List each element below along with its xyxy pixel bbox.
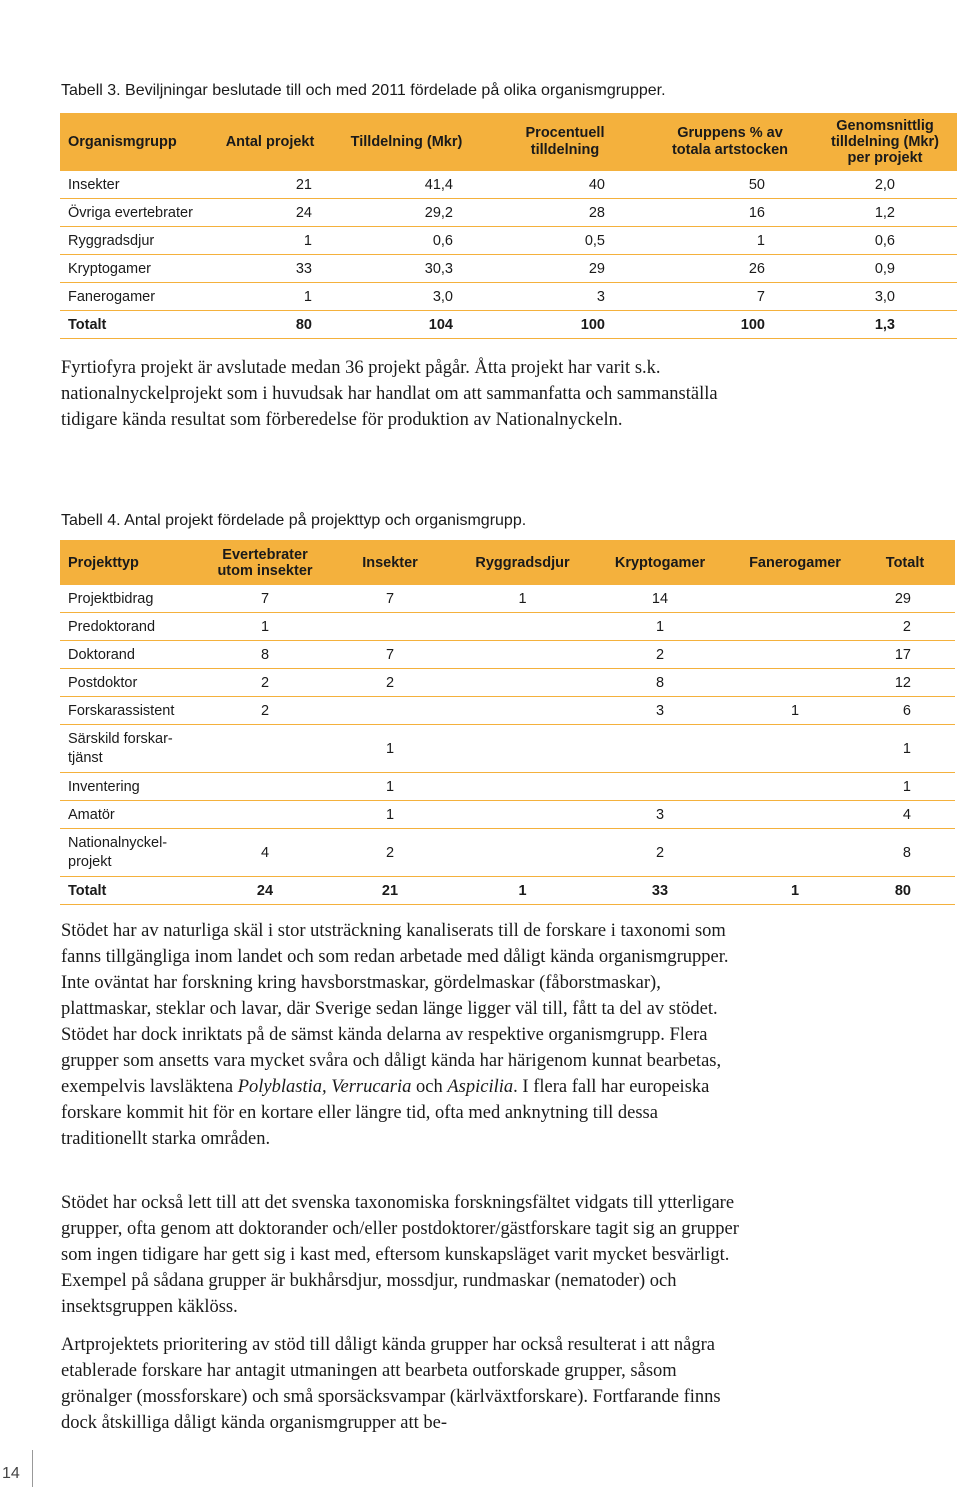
table4-cell [460, 669, 585, 697]
table4-cell: Amatör [60, 801, 210, 829]
table4-cell: 14 [585, 585, 735, 613]
table3-header-row [60, 113, 957, 171]
page-margin-rule [32, 1450, 33, 1487]
table3-cell: 24 [210, 199, 330, 227]
paragraph-2-text: . I flera fall har europeiska forskare kommit hit för en kortare eller längre tid, ofta med anknytning till dessa traditionellt starka områden. [61, 1077, 710, 1149]
table4-cell: 1 [735, 697, 855, 725]
table4-cell: 12 [855, 669, 955, 697]
table3-cell: 3,0 [813, 283, 957, 311]
table3-cell: 2,0 [813, 171, 957, 199]
table3-cell: 0,9 [813, 255, 957, 283]
table4-row [60, 613, 955, 641]
table3-header-cell: Organismgrupp [60, 113, 210, 171]
table3-cell: 0,6 [330, 227, 483, 255]
table3-cell: Insekter [60, 171, 210, 199]
table3-cell: 16 [647, 199, 813, 227]
table3-header-cell: Procentuell tilldelning [483, 113, 647, 171]
table3-header-cell: Tilldelning (Mkr) [330, 113, 483, 171]
table4-cell [735, 669, 855, 697]
table3-row [60, 227, 957, 255]
table4-header-cell: Evertebrater utom insekter [210, 540, 320, 585]
table4-cell [585, 725, 735, 773]
table4-cell: 7 [320, 585, 460, 613]
table4-cell: Predoktorand [60, 613, 210, 641]
table3-cell: 29,2 [330, 199, 483, 227]
table3-cell: 1 [210, 283, 330, 311]
table3-cell: 3,0 [330, 283, 483, 311]
table4-cell: 2 [320, 669, 460, 697]
table4-row [60, 641, 955, 669]
table4-cell [460, 725, 585, 773]
table4-cell: 1 [460, 877, 585, 905]
table4-cell: 3 [585, 801, 735, 829]
table4-cell [735, 725, 855, 773]
table3-header-cell: Antal projekt [210, 113, 330, 171]
table3-cell: 41,4 [330, 171, 483, 199]
table3-cell: 29 [483, 255, 647, 283]
table3-caption: Tabell 3. Beviljningar beslutade till och med 2011 fördelade på olika organismgrupper. [61, 82, 666, 99]
table4-cell [210, 801, 320, 829]
table4-cell [585, 773, 735, 801]
table4-caption: Tabell 4. Antal projekt fördelade på projekttyp och organismgrupp. [61, 512, 527, 529]
table4-cell [735, 613, 855, 641]
table4-cell [210, 773, 320, 801]
table4-cell [735, 585, 855, 613]
table4-header-cell: Totalt [855, 540, 955, 585]
table4-row [60, 773, 955, 801]
table4-cell: 2 [855, 613, 955, 641]
table4-cell: Särskild forskar- tjänst [60, 725, 210, 773]
table4-cell: 2 [585, 641, 735, 669]
table4-cell: 24 [210, 877, 320, 905]
paragraph-2-italic-genera: Polyblastia, Verrucaria [237, 1077, 412, 1097]
table4-cell [320, 613, 460, 641]
table4-cell [460, 697, 585, 725]
table4-header-cell: Projekttyp [60, 540, 210, 585]
table3-cell: 26 [647, 255, 813, 283]
table4-row [60, 669, 955, 697]
table3-cell: 28 [483, 199, 647, 227]
table4-cell [460, 773, 585, 801]
table3-cell: 30,3 [330, 255, 483, 283]
table4-cell: 1 [460, 585, 585, 613]
table4-cell: Inventering [60, 773, 210, 801]
table4-cell: 1 [585, 613, 735, 641]
table3-cell: Fanerogamer [60, 283, 210, 311]
table4-row [60, 801, 955, 829]
table4-cell: 80 [855, 877, 955, 905]
table4-row [60, 829, 955, 877]
table4-header-row [60, 540, 955, 585]
table3-cell: 0,6 [813, 227, 957, 255]
paragraph-1: Fyrtiofyra projekt är avslutade medan 36 projekt pågår. Åtta projekt har varit s.k. nationalnyckelprojekt som i huvudsak har handlat om att sammanfatta och sammanställa tidigare kända resultat som förberedelse för produktion av Nationalnyckeln. [61, 358, 718, 430]
table3-cell: 33 [210, 255, 330, 283]
table4-row [60, 585, 955, 613]
table3-cell: 3 [483, 283, 647, 311]
table4-cell: 2 [320, 829, 460, 877]
table3-cell: 1 [210, 227, 330, 255]
table4-cell [460, 801, 585, 829]
table4-cell: 1 [855, 725, 955, 773]
table4-cell [460, 829, 585, 877]
table3-header-cell: Genomsnittlig tilldelning (Mkr) per projekt [813, 113, 957, 171]
table3-cell: Kryptogamer [60, 255, 210, 283]
table4-cell: 1 [735, 877, 855, 905]
table4-cell: 21 [320, 877, 460, 905]
table4-cell: Postdoktor [60, 669, 210, 697]
table3-cell: Ryggradsdjur [60, 227, 210, 255]
table4-cell [735, 829, 855, 877]
table4-cell: Totalt [60, 877, 210, 905]
table3-cell: 50 [647, 171, 813, 199]
table3 [60, 113, 957, 339]
table4-cell: 1 [855, 773, 955, 801]
table4-cell: 7 [320, 641, 460, 669]
table4-cell: 1 [320, 801, 460, 829]
paragraph-2-text: och [411, 1077, 448, 1097]
table3-header-cell: Gruppens % av totala artstocken [647, 113, 813, 171]
table3-cell: 1 [647, 227, 813, 255]
table4-cell: 2 [585, 829, 735, 877]
table4-cell: 4 [210, 829, 320, 877]
table4-cell [460, 641, 585, 669]
table4-cell: 1 [320, 773, 460, 801]
table4-cell: 33 [585, 877, 735, 905]
table4-row [60, 877, 955, 905]
table4-cell: 1 [320, 725, 460, 773]
table4-cell: 4 [855, 801, 955, 829]
table4-cell: 1 [210, 613, 320, 641]
table3-row [60, 283, 957, 311]
table4-cell: 8 [210, 641, 320, 669]
paragraph-2-italic-genus: Aspicilia [447, 1077, 514, 1097]
table4-header-cell: Insekter [320, 540, 460, 585]
table3-cell: 7 [647, 283, 813, 311]
paragraph-3: Stödet har också lett till att det svenska taxonomiska forskningsfältet vidgats till ytterligare grupper, ofta genom att doktorander och/eller postdoktorer/gästforskare tagit sig an grupper som ingen tidigare har gett sig i kast med, eftersom kunskapsläget varit mycket besvärligt. Exempel på sådana grupper är bukhårsdjur, mossdjur, rundmaskar (nematoder) och insektsgruppen käklöss. [61, 1193, 739, 1317]
table4-row [60, 697, 955, 725]
table3-cell: Totalt [60, 311, 210, 339]
table4-cell [210, 725, 320, 773]
table3-cell: 21 [210, 171, 330, 199]
table3-row [60, 199, 957, 227]
table4-row [60, 725, 955, 773]
table4-cell: 2 [210, 669, 320, 697]
table3-cell: 1,2 [813, 199, 957, 227]
table4-cell: 29 [855, 585, 955, 613]
table4-cell: 2 [210, 697, 320, 725]
table4-cell: Nationalnyckel- projekt [60, 829, 210, 877]
table4-cell: Doktorand [60, 641, 210, 669]
paragraph-4: Artprojektets prioritering av stöd till dåligt kända grupper har också resulterat i att några etablerade forskare har antagit utmaningen att bearbeta outforskade grupper, såsom grönalger (mossforskare) och små sporsäcksvampar (kärlväxtforskare). Fortfarande finns dock åtskilliga dåligt kända organismgrupper att be- [61, 1335, 721, 1433]
table4-header-cell: Ryggradsdjur [460, 540, 585, 585]
table3-cell: 100 [647, 311, 813, 339]
table4-cell: 6 [855, 697, 955, 725]
table4-cell: 8 [855, 829, 955, 877]
table3-row [60, 255, 957, 283]
table4-header-cell: Fanerogamer [735, 540, 855, 585]
table3-cell: Övriga evertebrater [60, 199, 210, 227]
table3-row [60, 171, 957, 199]
table3-cell: 1,3 [813, 311, 957, 339]
table3-cell: 40 [483, 171, 647, 199]
page-number: 14 [2, 1465, 20, 1482]
table4-cell: Forskarassistent [60, 697, 210, 725]
table4-cell [735, 641, 855, 669]
table4-cell [735, 801, 855, 829]
table4-cell: 7 [210, 585, 320, 613]
table3-cell: 104 [330, 311, 483, 339]
table4-cell: Projektbidrag [60, 585, 210, 613]
table4-cell [460, 613, 585, 641]
table4-header-cell: Kryptogamer [585, 540, 735, 585]
table3-cell: 0,5 [483, 227, 647, 255]
table4-cell: 17 [855, 641, 955, 669]
paragraph-2 [61, 918, 741, 1152]
table4-cell: 3 [585, 697, 735, 725]
table4 [60, 540, 955, 905]
paragraph-2-text: Stödet har av naturliga skäl i stor utsträckning kanaliserats till de forskare i taxonomi som fanns tillgängliga inom landet och som redan arbetade med dåligt kända organismgrupper. Inte oväntat har forskning kring havsborstmaskar, gördelmaskar (fåborstmaskar), plattmaskar, steklar och lavar, där Sverige sedan länge ligger väl till, fått ta del av stödet. Stödet har dock inriktats på de sämst kända delarna av respektive organismgrupp. Flera grupper som ansetts vara mycket svåra och dåligt kända har härigenom kunnat bearbetas, exempelvis lavsläktena [61, 921, 729, 1097]
table3-cell: 80 [210, 311, 330, 339]
table4-cell [735, 773, 855, 801]
table3-cell: 100 [483, 311, 647, 339]
table4-cell [320, 697, 460, 725]
table3-row [60, 311, 957, 339]
table4-cell: 8 [585, 669, 735, 697]
